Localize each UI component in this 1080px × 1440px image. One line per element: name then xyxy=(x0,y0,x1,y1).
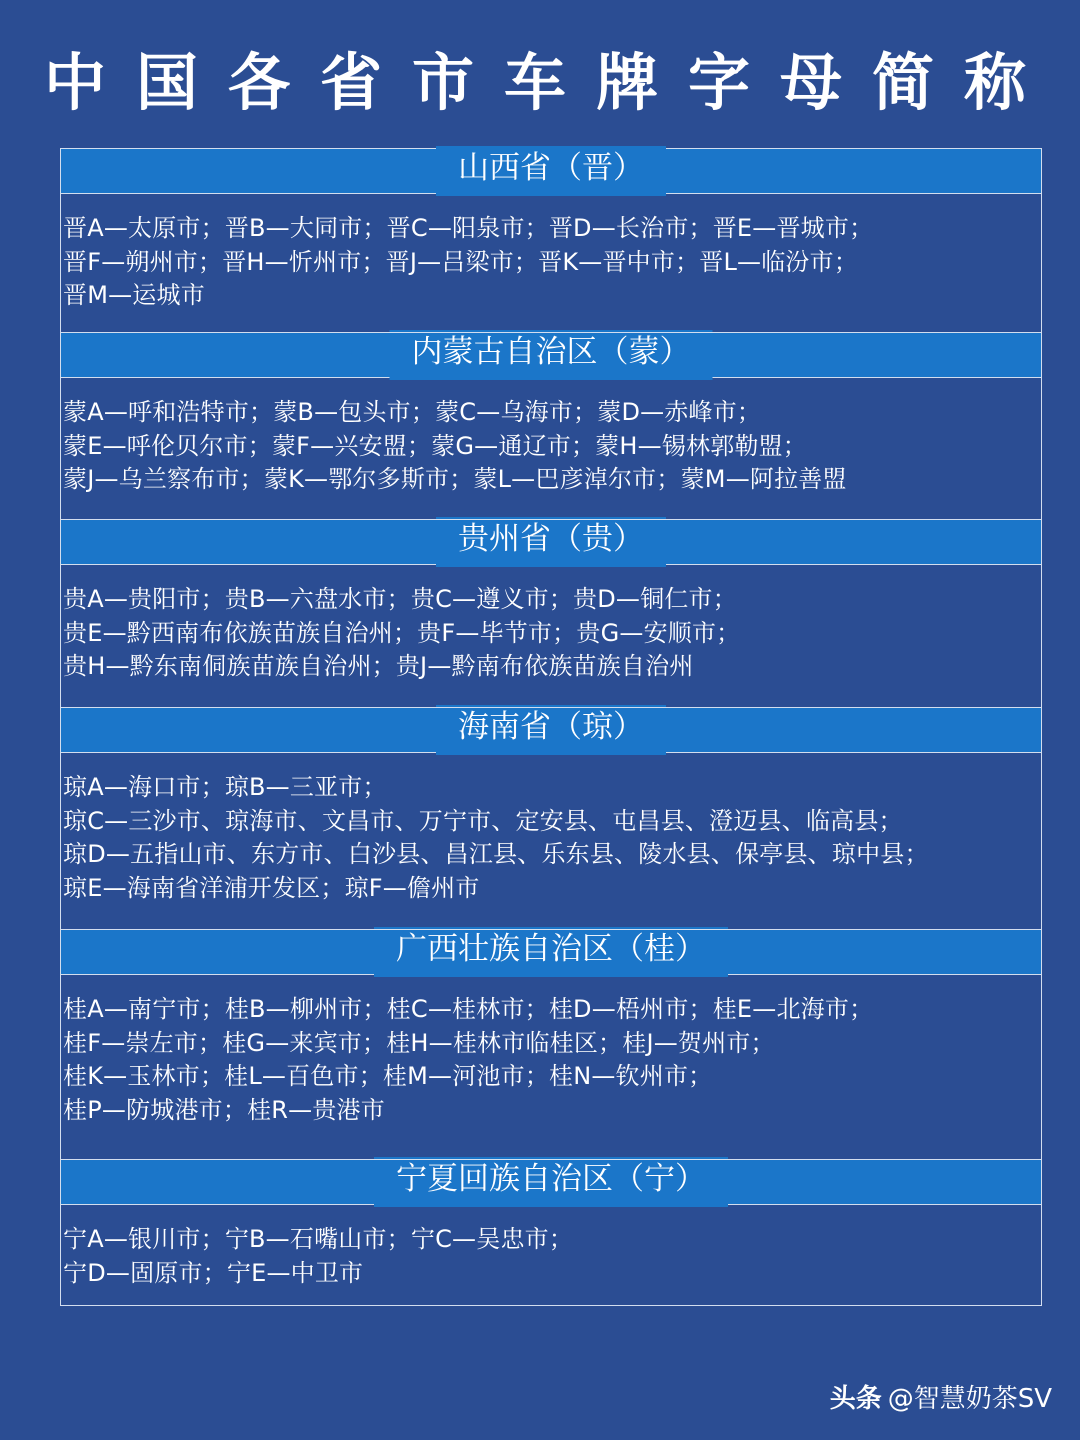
watermark-handle: @智慧奶茶SV xyxy=(887,1384,1052,1414)
list-item: 宁D—固原市；宁E—中卫市 xyxy=(63,1258,364,1287)
section-title: 海南省（琼） xyxy=(436,705,666,755)
watermark-brand: 头条 xyxy=(829,1384,882,1414)
plate-code-table xyxy=(60,148,1042,1306)
list-item: 桂A—南宁市；桂B—柳州市；桂C—桂林市；桂D—梧州市；桂E—北海市； xyxy=(63,995,874,1023)
list-item: 琼C—三沙市、琼海市、文昌市、万宁市、定安县、屯昌县、澄迈县、临高县； xyxy=(63,806,903,835)
list-item: 蒙E—呼伦贝尔市；蒙F—兴安盟；蒙G—通辽市；蒙H—锡林郭勒盟； xyxy=(63,431,808,460)
section-title: 山西省（晋） xyxy=(436,146,666,196)
list-item: 晋A—太原市；晋B—大同市；晋C—阳泉市；晋D—长治市；晋E—晋城市； xyxy=(63,214,874,242)
section-header xyxy=(61,708,1041,753)
list-item: 蒙A—呼和浩特市；蒙B—包头市；蒙C—乌海市；蒙D—赤峰市； xyxy=(63,398,762,426)
divider xyxy=(61,519,1041,520)
divider xyxy=(61,707,1041,708)
section-header xyxy=(61,149,1041,194)
watermark xyxy=(830,1382,1052,1416)
section-header xyxy=(61,333,1041,378)
divider xyxy=(61,929,1041,930)
list-item: 桂F—崇左市；桂G—来宾市；桂H—桂林市临桂区；桂J—贺州市； xyxy=(63,1028,775,1057)
section-title: 贵州省（贵） xyxy=(436,517,666,567)
list-item: 琼A—海口市；琼B—三亚市； xyxy=(63,773,387,801)
list-item: 桂K—玉林市；桂L—百色市；桂M—河池市；桂N—钦州市； xyxy=(63,1062,713,1091)
section-header xyxy=(61,520,1041,565)
list-item: 晋F—朔州市；晋H—忻州市；晋J—吕梁市；晋K—晋中市；晋L—临汾市； xyxy=(63,247,859,276)
list-item: 蒙J—乌兰察布市；蒙K—鄂尔多斯市；蒙L—巴彦淖尔市；蒙M—阿拉善盟 xyxy=(63,465,847,494)
list-item: 贵E—黔西南布依族苗族自治州；贵F—毕节市；贵G—安顺市； xyxy=(63,618,741,647)
section-hainan xyxy=(61,708,1041,905)
list-item: 贵H—黔东南侗族苗族自治州；贵J—黔南布依族苗族自治州 xyxy=(63,652,694,681)
list-item: 晋M—运城市 xyxy=(63,281,205,310)
list-item: 贵A—贵阳市；贵B—六盘水市；贵C—遵义市；贵D—铜仁市； xyxy=(63,585,737,613)
section-neimenggu xyxy=(61,333,1041,497)
divider xyxy=(61,332,1041,333)
section-title: 宁夏回族自治区（宁） xyxy=(374,1157,728,1207)
list-item: 琼E—海南省洋浦开发区；琼F—儋州市 xyxy=(63,873,480,902)
section-guizhou xyxy=(61,520,1041,684)
list-item: 琼D—五指山市、东方市、白沙县、昌江县、乐东县、陵水县、保亭县、琼中县； xyxy=(63,840,929,869)
section-ningxia xyxy=(61,1160,1041,1290)
divider xyxy=(61,1159,1041,1160)
section-shanxi xyxy=(61,149,1041,313)
section-header xyxy=(61,930,1041,975)
section-header xyxy=(61,1160,1041,1205)
section-guangxi xyxy=(61,930,1041,1127)
list-item: 桂P—防城港市；桂R—贵港市 xyxy=(63,1095,385,1124)
list-item: 宁A—银川市；宁B—石嘴山市；宁C—吴忠市； xyxy=(63,1225,574,1253)
section-title: 内蒙古自治区（蒙） xyxy=(390,330,713,380)
section-title: 广西壮族自治区（桂） xyxy=(374,927,728,977)
page-title: 中国各省市车牌字母简称 xyxy=(43,46,1056,119)
